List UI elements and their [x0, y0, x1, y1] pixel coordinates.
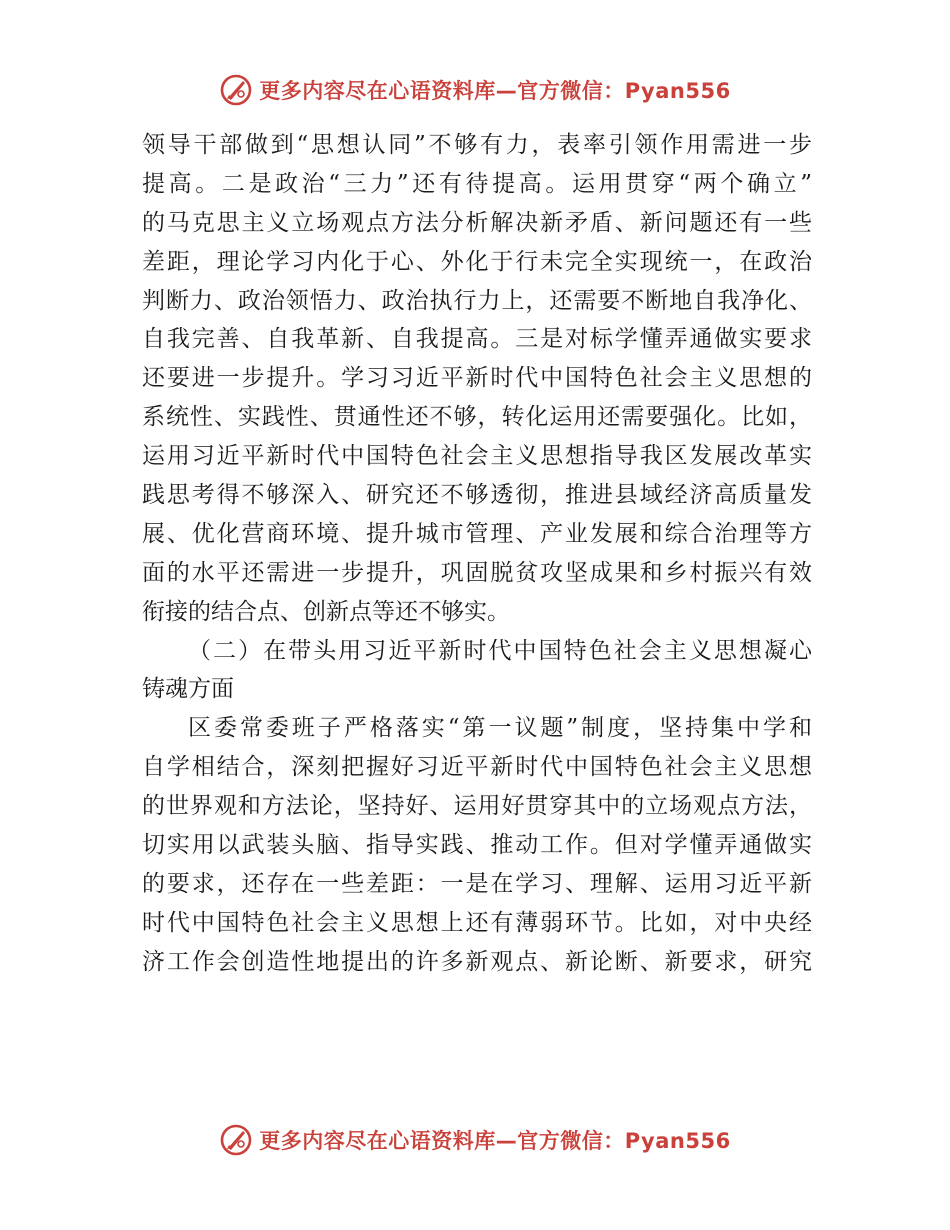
- document-body: [142, 126, 812, 982]
- text-line: 展、优化营商环境、提升城市管理、产业发展和综合治理等方: [142, 520, 812, 547]
- text-line: 自我完善、自我革新、自我提高。三是对标学懂弄通做实要求: [142, 326, 812, 353]
- text-line: 的要求，还存在一些差距：一是在学习、理解、运用习近平新: [142, 870, 812, 897]
- text-line: 系统性、实践性、贯通性还不够，转化运用还需要强化。比如，: [142, 404, 812, 431]
- text-line: 领导干部做到“思想认同”不够有力，表率引领作用需进一步: [142, 132, 812, 158]
- footer-banner-text: 更多内容尽在心语资料库—官方微信：Pyan556: [259, 1129, 731, 1153]
- text-line: 自学相结合，深刻把握好习近平新时代中国特色社会主义思想: [142, 754, 812, 781]
- text-line: 践思考得不够深入、研究还不够透彻，推进县域经济高质量发: [142, 482, 812, 509]
- text-line: 切实用以武装头脑、指导实践、推动工作。但对学懂弄通做实: [142, 832, 812, 859]
- header-banner-text: 更多内容尽在心语资料库—官方微信：Pyan556: [259, 79, 731, 103]
- text-line: 时代中国特色社会主义思想上还有薄弱环节。比如，对中央经: [142, 909, 812, 936]
- section-heading-line: （二）在带头用习近平新时代中国特色社会主义思想凝心: [188, 637, 812, 664]
- section-heading-line: 铸魂方面: [142, 676, 234, 703]
- text-line: 区委常委班子严格落实“第一议题”制度，坚持集中学和: [188, 715, 812, 742]
- text-line: 还要进一步提升。学习习近平新时代中国特色社会主义思想的: [142, 365, 812, 392]
- footer-banner: [0, 1118, 950, 1162]
- text-line: 面的水平还需进一步提升，巩固脱贫攻坚成果和乡村振兴有效: [142, 559, 812, 586]
- text-line: 的世界观和方法论，坚持好、运用好贯穿其中的立场观点方法，: [142, 793, 812, 820]
- text-line: 运用习近平新时代中国特色社会主义思想指导我区发展改革实: [142, 443, 812, 470]
- text-line: 判断力、政治领悟力、政治执行力上，还需要不断地自我净化、: [142, 287, 812, 314]
- text-line: 衔接的结合点、创新点等还不够实。: [142, 598, 510, 625]
- brand-logo-icon: [219, 73, 253, 107]
- brand-logo-icon: [219, 1123, 253, 1157]
- text-line: 济工作会创造性地提出的许多新观点、新论断、新要求，研究: [142, 948, 812, 975]
- text-line: 差距，理论学习内化于心、外化于行未完全实现统一，在政治: [142, 248, 812, 275]
- header-banner: [0, 68, 950, 112]
- text-line: 提高。二是政治“三力”还有待提高。运用贯穿“两个确立”: [142, 170, 812, 197]
- text-line: 的马克思主义立场观点方法分析解决新矛盾、新问题还有一些: [142, 209, 812, 236]
